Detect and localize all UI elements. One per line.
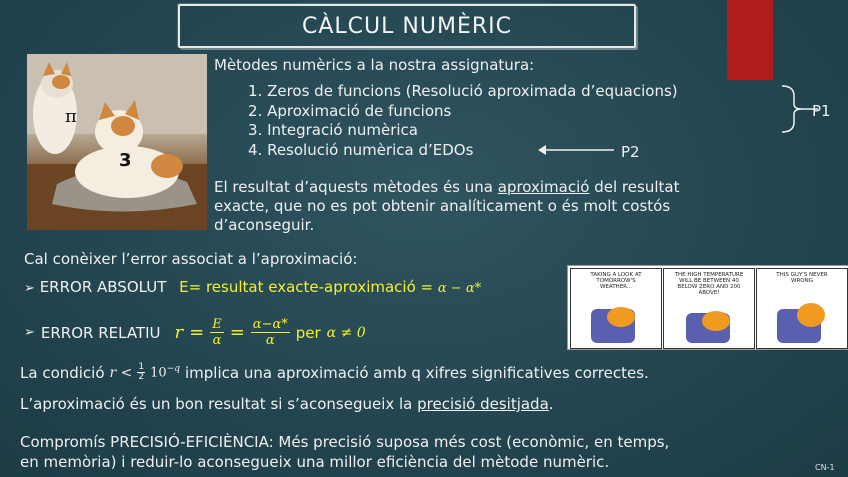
power-exp: −q [166, 364, 180, 375]
cats-illustration [27, 54, 207, 230]
abs-error-formula: E= resultat exacte-aproximació = [179, 278, 434, 296]
rel-frac1-num: E [212, 317, 222, 332]
half-den: 2 [138, 372, 145, 382]
result-text-b: del resultat [594, 178, 680, 196]
page-title: CÀLCUL NUMÈRIC [302, 13, 512, 39]
red-bookmark [727, 0, 773, 80]
error-intro: Cal conèixer l’error associat a l’aproximació: [24, 250, 358, 268]
title-box [178, 4, 636, 48]
condition-power [150, 364, 180, 380]
result-line-1 [214, 178, 679, 196]
methods-intro: Mètodes numèrics a la nostra assignatura: [214, 56, 535, 74]
method-item-3: 3. Integració numèrica [248, 121, 418, 139]
abs-error-row [24, 278, 481, 296]
rel-frac2-num: α−α* [252, 317, 288, 332]
power-base: 10 [150, 365, 167, 381]
rel-error-row [24, 317, 366, 348]
p2-label: P2 [621, 143, 640, 161]
rel-per-text: per [295, 323, 321, 342]
approx-underlined: precisió desitjada [417, 395, 549, 413]
approx-text-b: . [548, 395, 554, 413]
result-line-3: d’aconseguir. [214, 216, 315, 234]
abs-error-math: α − α* [437, 281, 482, 296]
result-line-2: exacte, que no es pot obtenir analíticament o és molt costós [214, 197, 671, 215]
condition-r-less: r < [109, 364, 133, 381]
comic-text-1: TAKING A LOOK AT TOMORROW'S WEATHER... [590, 272, 642, 290]
comic-panel-3 [756, 268, 848, 349]
approx-line [20, 395, 554, 413]
cats-photo [27, 54, 207, 230]
rel-fraction-2 [251, 317, 290, 348]
comic-panel-1 [570, 268, 662, 349]
rel-r-symbol: r [174, 322, 184, 343]
rel-condition: α ≠ 0 [326, 324, 366, 341]
pi-label: π [65, 106, 77, 127]
half-num: 1 [138, 362, 145, 372]
condition-text-a: La condició [20, 363, 105, 382]
bullet-icon: ➢ [24, 325, 35, 340]
rel-frac1-den: α [212, 333, 222, 348]
compromise-line-2: en memòria) i reduir-lo aconsegueix una millor eficiència del mètode numèric. [20, 453, 610, 471]
condition-line [20, 363, 649, 382]
rel-fraction-1 [210, 317, 224, 348]
result-text-a: El resultat d’aquests mètodes és una [214, 178, 493, 196]
comic-drawing-2 [664, 269, 754, 348]
method-item-4: 4. Resolució numèrica d’EDOs [248, 141, 474, 159]
three-label: 3 [119, 150, 132, 171]
comic-strip [567, 265, 848, 350]
result-underlined: aproximació [497, 178, 590, 196]
rel-equals-2: = [229, 322, 245, 343]
p1-label: P1 [812, 102, 831, 120]
comic-panel-2 [663, 268, 755, 349]
arrow-left-icon [536, 143, 616, 157]
comic-text-2: THE HIGH TEMPERATURE WILL BE BETWEEN 40 BELOW ZERO AND 200 ABOVE! [674, 272, 744, 296]
method-item-1: 1. Zeros de funcions (Resolució aproximada d’equacions) [248, 82, 678, 100]
rel-frac2-den: α [265, 333, 275, 348]
slide-footer: CN-1 [815, 463, 835, 472]
abs-error-label: ERROR ABSOLUT [39, 278, 167, 296]
bullet-icon: ➢ [24, 281, 35, 296]
comic-text-3: THIS GUY'S NEVER WRONG [776, 272, 828, 284]
comic-drawing-1 [571, 269, 661, 348]
condition-half [137, 363, 145, 382]
comic-drawing-3 [757, 269, 847, 348]
compromise-line-1: Compromís PRECISIÓ-EFICIÈNCIA: Més precisió suposa més cost (econòmic, en temps, [20, 433, 670, 451]
condition-text-b: implica una aproximació amb q xifres significatives correctes. [185, 363, 649, 382]
rel-equals-1: = [189, 322, 205, 343]
approx-text-a: L’aproximació és un bon resultat si s’aconsegueix la [20, 395, 413, 413]
rel-error-label: ERROR RELATIU [40, 323, 161, 342]
method-item-2: 2. Aproximació de funcions [248, 102, 452, 120]
